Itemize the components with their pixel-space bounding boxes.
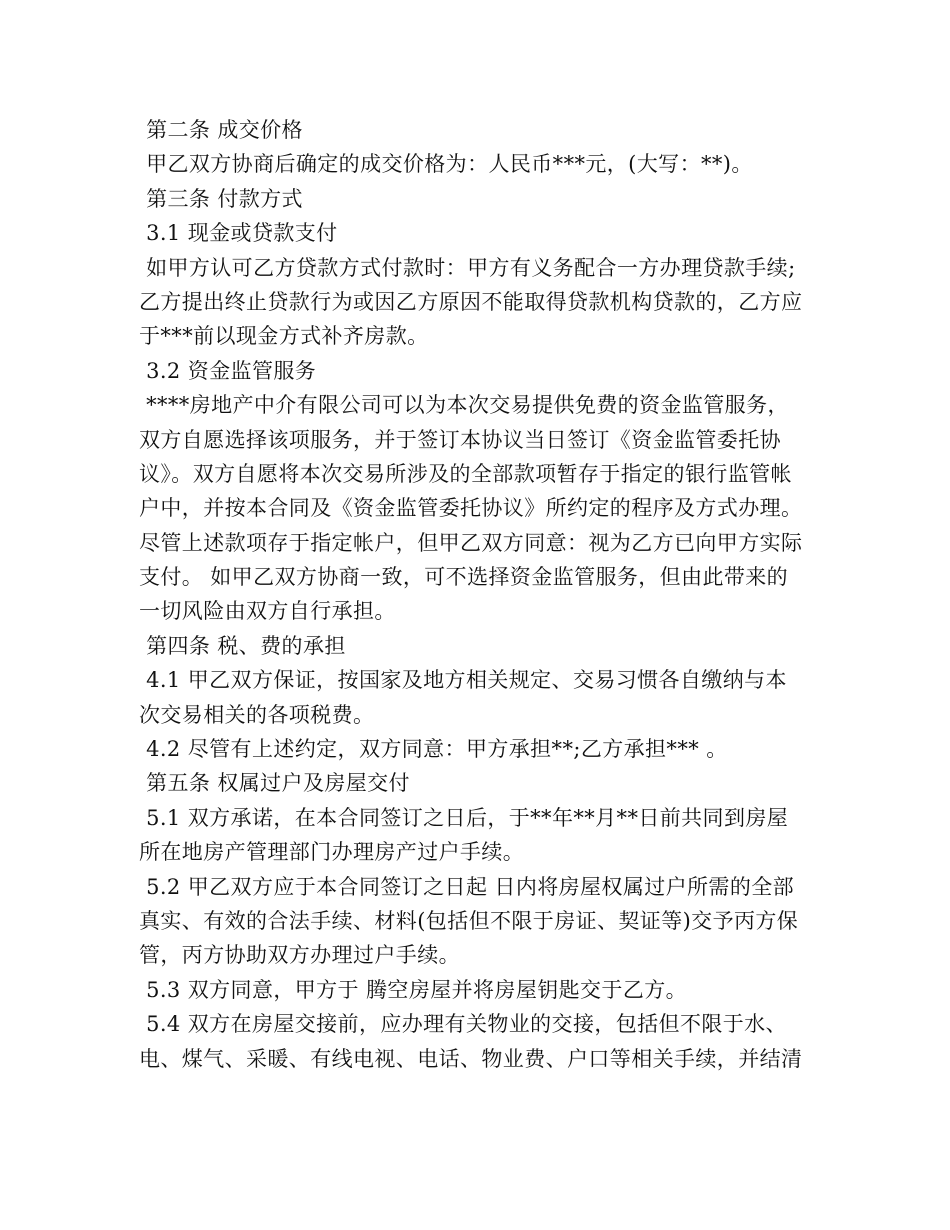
- paragraph-line: 于***前以现金方式补齐房款。: [139, 324, 429, 349]
- paragraph-line: 尽管上述款项存于指定帐户，但甲乙双方同意：视为乙方已向甲方实际: [139, 530, 803, 555]
- clause-3-2-heading: 3.2 资金监管服务: [139, 358, 317, 383]
- paragraph-line: 次交易相关的各项税费。: [139, 702, 375, 727]
- paragraph-line: 电、煤气、采暖、有线电视、电话、物业费、户口等相关手续，并结清: [139, 1046, 803, 1071]
- paragraph-line: 甲乙双方协商后确定的成交价格为：人民币***元，(大写：**)。: [139, 152, 753, 177]
- paragraph-line: 所在地房产管理部门办理房产过户手续。: [139, 840, 525, 865]
- article-3-heading: 第三条 付款方式: [139, 186, 303, 211]
- paragraph-line: ****房地产中介有限公司可以为本次交易提供免费的资金监管服务，: [139, 393, 789, 418]
- paragraph-line: 5.2 甲乙双方应于本合同签订之日起 日内将房屋权属过户所需的全部: [139, 874, 795, 899]
- paragraph-line: 如甲方认可乙方贷款方式付款时：甲方有义务配合一方办理贷款手续;: [139, 255, 796, 280]
- paragraph-line: 双方自愿选择该项服务，并于签订本协议当日签订《资金监管委托协: [139, 427, 781, 452]
- paragraph-line: 真实、有效的合法手续、材料(包括但不限于房证、契证等)交予丙方保: [139, 908, 799, 933]
- paragraph-line: 4.2 尽管有上述约定，双方同意：甲方承担**;乙方承担*** 。: [139, 737, 728, 762]
- clause-3-1-heading: 3.1 现金或贷款支付: [139, 221, 338, 246]
- paragraph-line: 5.4 双方在房屋交接前，应办理有关物业的交接，包括但不限于水、: [139, 1012, 787, 1037]
- paragraph-line: 户中，并按本合同及《资金监管委托协议》所约定的程序及方式办理。: [139, 496, 803, 521]
- article-5-heading: 第五条 权属过户及房屋交付: [139, 771, 410, 796]
- document-body: [139, 113, 817, 1076]
- paragraph-line: 5.1 双方承诺，在本合同签订之日后，于**年**月**日前共同到房屋: [139, 805, 789, 830]
- paragraph-line: 5.3 双方同意，甲方于 腾空房屋并将房屋钥匙交于乙方。: [139, 977, 688, 1002]
- paragraph-line: 议》。双方自愿将本次交易所涉及的全部款项暂存于指定的银行监管帐: [139, 461, 792, 486]
- article-2-heading: 第二条 成交价格: [139, 118, 303, 142]
- paragraph-line: 一切风险由双方自行承担。: [139, 599, 396, 624]
- paragraph-line: 支付。 如甲乙双方协商一致，可不选择资金监管服务，但由此带来的: [139, 565, 789, 590]
- paragraph-line: 4.1 甲乙双方保证，按国家及地方相关规定、交易习惯各自缴纳与本: [139, 668, 787, 693]
- paragraph-line: 乙方提出终止贷款行为或因乙方原因不能取得贷款机构贷款的，乙方应: [139, 289, 803, 314]
- article-4-heading: 第四条 税、费的承担: [139, 633, 346, 658]
- paragraph-line: 管，丙方协助双方办理过户手续。: [139, 943, 460, 968]
